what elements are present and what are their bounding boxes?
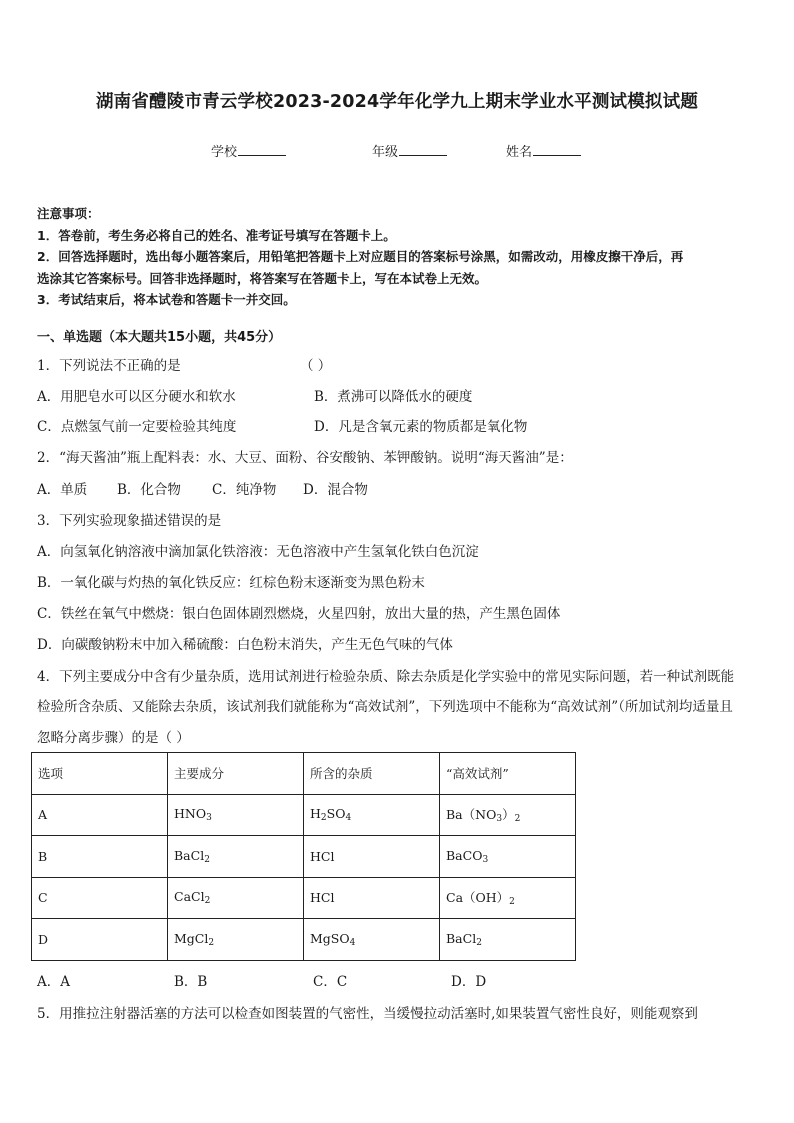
option-cell: C — [32, 877, 168, 919]
main-component-cell: BaCl$_2$ — [168, 836, 304, 878]
reagent-cell: BaCl$_2$ — [440, 919, 576, 961]
q4-option-d[interactable]: D．D — [451, 974, 487, 990]
school-label: 学校 — [211, 145, 238, 160]
school-blank[interactable] — [238, 143, 286, 156]
table-header-cell: “高效试剂” — [440, 753, 576, 795]
table-header-cell: 所含的杂质 — [304, 753, 440, 795]
impurity-cell: MgSO$_4$ — [304, 919, 440, 961]
school-field — [211, 141, 286, 160]
impurity-cell: HCl — [304, 877, 440, 919]
table-header-cell: 选项 — [32, 753, 168, 795]
main-component-cell: CaCl$_2$ — [168, 877, 304, 919]
q4-option-a[interactable]: A．A — [37, 974, 70, 990]
q4-stem-line: 忽略分离步骤）的是（ ） — [37, 730, 190, 746]
q1-answer-paren: （ ） — [300, 358, 332, 374]
exam-title: 湖南省醴陵市青云学校2023-2024学年化学九上期末学业水平测试模拟试题 — [95, 92, 699, 112]
note-line: 2．回答选择题时，选出每小题答案后，用铅笔把答题卡上对应题目的答案标号涂黑，如需改动，用橡皮擦干净后，再 — [37, 249, 684, 264]
notes-heading: 注意事项： — [37, 206, 100, 221]
q1-option-b[interactable]: B．煮沸可以降低水的硬度 — [314, 389, 473, 405]
q1-stem: 1．下列说法不正确的是 — [37, 358, 181, 374]
q3-stem: 3．下列实验现象描述错误的是 — [37, 513, 222, 529]
option-cell: A — [32, 794, 168, 836]
note-line: 1．答卷前，考生务必将自己的姓名、准考证号填写在答题卡上。 — [37, 227, 396, 243]
q3-option-a[interactable]: A．向氢氧化钠溶液中滴加氯化铁溶液：无色溶液中产生氢氧化铁白色沉淀 — [37, 544, 479, 560]
impurity-cell: HCl — [304, 836, 440, 878]
q3-option-c[interactable]: C．铁丝在氧气中燃烧：银白色固体剧烈燃烧，火星四射，放出大量的热，产生黑色固体 — [37, 606, 561, 622]
q5-stem: 5．用推拉注射器活塞的方法可以检查如图装置的气密性，当缓慢拉动活塞时,如果装置气密性良好，则能观察到 — [37, 1006, 698, 1022]
notes-block — [37, 203, 759, 311]
option-cell: D — [32, 919, 168, 961]
main-component-cell: $HNO_3$ — [168, 794, 304, 836]
table-header-cell: 主要成分 — [168, 753, 304, 795]
q2-option-b[interactable]: B．化合物 — [117, 482, 181, 498]
q4-stem-line: 检验所含杂质、又能除去杂质，该试剂我们就能称为“高效试剂”，下列选项中不能称为“高效试剂”（所加试剂均适量且 — [37, 699, 733, 715]
name-label: 姓名 — [506, 145, 533, 160]
q3-option-d[interactable]: D．向碳酸钠粉末中加入稀硫酸：白色粉末消失，产生无色气味的气体 — [37, 637, 453, 653]
q2-option-c[interactable]: C．纯净物 — [212, 482, 277, 498]
grade-field — [372, 141, 447, 160]
name-blank[interactable] — [533, 143, 581, 156]
table-row — [32, 877, 576, 919]
q2-option-a[interactable]: A．单质 — [37, 482, 88, 498]
q1-option-c[interactable]: C．点燃氢气前一定要检验其纯度 — [37, 419, 237, 435]
table-header-row — [32, 753, 576, 795]
q4-option-b[interactable]: B．B — [174, 974, 208, 990]
q4-stem-line: 4．下列主要成分中含有少量杂质，选用试剂进行检验杂质、除去杂质是化学实验中的常见实际问题，若一种试剂既能 — [37, 669, 735, 685]
q4-option-c[interactable]: C．C — [313, 974, 348, 990]
q3-option-b[interactable]: B．一氧化碳与灼热的氧化铁反应：红棕色粉末逐渐变为黑色粉末 — [37, 575, 425, 591]
q2-option-d[interactable]: D．混合物 — [303, 482, 368, 498]
section-heading: 一、单选题（本大题共15小题，共45分） — [37, 330, 282, 345]
main-component-cell: MgCl$_2$ — [168, 919, 304, 961]
grade-label: 年级 — [372, 145, 399, 160]
option-cell: B — [32, 836, 168, 878]
q2-stem: 2．“海天酱油”瓶上配料表：水、大豆、面粉、谷安酸钠、苯钾酸钠。说明“海天酱油”是： — [37, 450, 573, 466]
reagent-cell: $Ca(OH)_2$ — [440, 877, 576, 919]
table-row — [32, 836, 576, 878]
reagent-cell: $Ba(NO_3)_2$ — [440, 794, 576, 836]
name-field — [506, 141, 581, 160]
reagent-table — [31, 752, 576, 961]
reagent-cell: BaCO$_3$ — [440, 836, 576, 878]
q1-option-d[interactable]: D．凡是含氧元素的物质都是氧化物 — [314, 419, 528, 435]
grade-blank[interactable] — [399, 143, 447, 156]
impurity-cell: $H_2SO_4$ — [304, 794, 440, 836]
table-row — [32, 794, 576, 836]
table-row — [32, 919, 576, 961]
note-line: 3．考试结束后，将本试卷和答题卡一并交回。 — [37, 292, 296, 307]
q1-option-a[interactable]: A．用肥皂水可以区分硬水和软水 — [37, 389, 236, 405]
note-line: 选涂其它答案标号。回答非选择题时，将答案写在答题卡上，写在本试卷上无效。 — [37, 270, 488, 286]
